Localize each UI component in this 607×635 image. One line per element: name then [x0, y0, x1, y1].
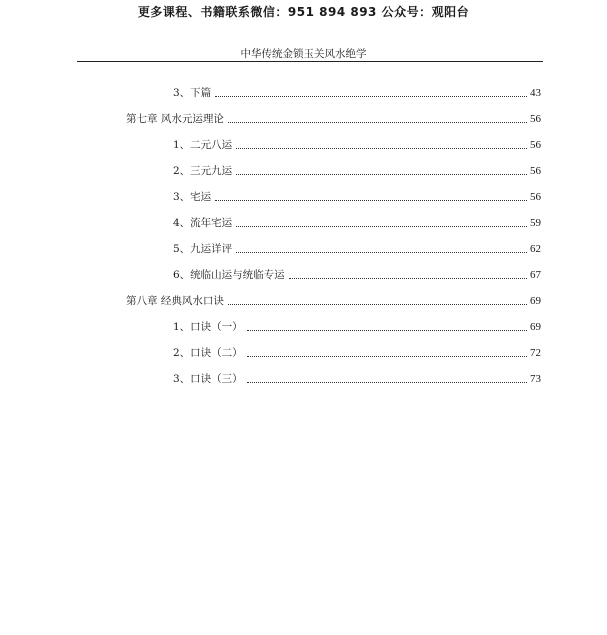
toc-leader-dots: [236, 252, 527, 253]
toc-leader-dots: [228, 304, 527, 305]
toc-entry[interactable]: [0, 84, 607, 102]
toc-entry-page: 69: [530, 295, 541, 307]
toc-leader-dots: [215, 200, 527, 201]
toc-chapter-entry[interactable]: [0, 110, 607, 128]
toc-chapter-entry[interactable]: [0, 292, 607, 310]
toc-entry-label: 1、二元八运: [173, 139, 233, 151]
contact-banner: 更多课程、书籍联系微信：951 894 893 公众号：观阳台: [137, 5, 470, 19]
running-header-title: 中华传统金锁玉关风水绝学: [240, 48, 367, 60]
toc-entry-page: 56: [530, 165, 541, 177]
toc-entry-label: 3、下篇: [173, 87, 212, 99]
toc-leader-dots: [236, 148, 527, 149]
toc-entry-page: 56: [530, 113, 541, 125]
toc-entry-label: 1、口诀（一）: [173, 321, 243, 333]
toc-leader-dots: [289, 278, 527, 279]
toc-entry[interactable]: [0, 344, 607, 362]
toc-entry-label: 3、口诀（三）: [173, 373, 243, 385]
toc-entry-label: 第七章 风水元运理论: [126, 113, 224, 125]
toc-entry[interactable]: [0, 214, 607, 232]
toc-leader-dots: [215, 96, 527, 97]
toc-entry[interactable]: [0, 318, 607, 336]
toc-entry-label: 3、宅运: [173, 191, 212, 203]
toc-entry-label: 第八章 经典风水口诀: [126, 295, 224, 307]
toc-entry-page: 56: [530, 139, 541, 151]
toc-entry[interactable]: [0, 370, 607, 388]
toc-entry-page: 59: [530, 217, 541, 229]
toc-entry-label: 5、九运详评: [173, 243, 233, 255]
toc-entry-label: 6、统临山运与统临专运: [173, 269, 285, 281]
toc-entry-page: 62: [530, 243, 541, 255]
toc-leader-dots: [247, 382, 527, 383]
toc-entry[interactable]: [0, 240, 607, 258]
toc-leader-dots: [247, 356, 527, 357]
toc-entry[interactable]: [0, 188, 607, 206]
toc-entry[interactable]: [0, 136, 607, 154]
toc-leader-dots: [247, 330, 527, 331]
toc-entry-label: 2、口诀（二）: [173, 347, 243, 359]
toc-entry-page: 73: [530, 373, 541, 385]
toc-entry-label: 2、三元九运: [173, 165, 233, 177]
toc-entry[interactable]: [0, 162, 607, 180]
toc-entry-page: 56: [530, 191, 541, 203]
toc-leader-dots: [236, 174, 527, 175]
toc-entry-page: 69: [530, 321, 541, 333]
header-divider: [77, 61, 543, 62]
toc-entry[interactable]: [0, 266, 607, 284]
toc-entry-page: 67: [530, 269, 541, 281]
toc-leader-dots: [228, 122, 527, 123]
toc-leader-dots: [236, 226, 527, 227]
toc-entry-page: 72: [530, 347, 541, 359]
toc-entry-label: 4、流年宅运: [173, 217, 233, 229]
toc-entry-page: 43: [530, 87, 541, 99]
